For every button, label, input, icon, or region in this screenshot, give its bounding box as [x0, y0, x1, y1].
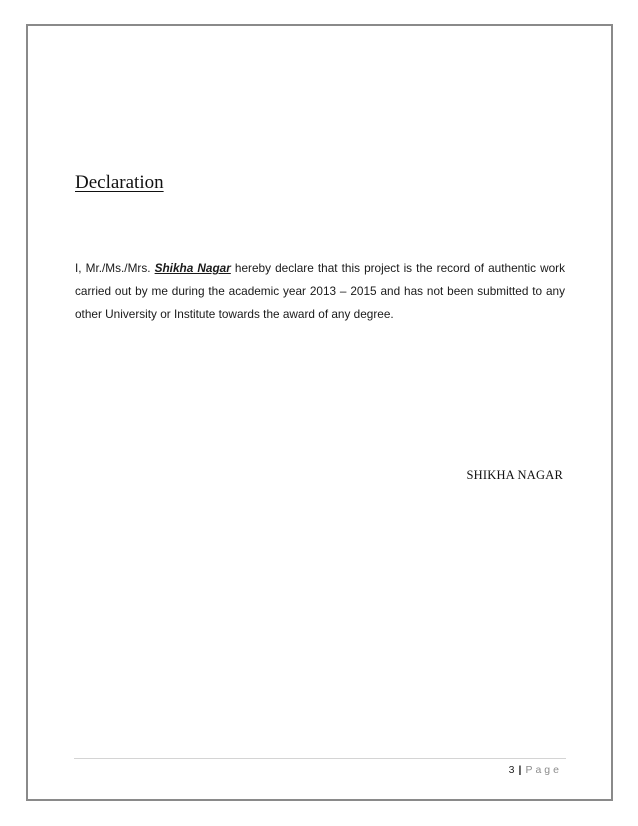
page-label: Page [525, 764, 562, 776]
page-border [26, 24, 613, 801]
footer-separator: | [518, 764, 522, 776]
declaration-suffix: hereby declare that this project is the record of authentic work carried out by me during the academic year 2013 – 2015 and has not been submitted to any other University or Institute towards the award of any degree. [75, 261, 565, 321]
declaration-prefix: I, Mr./Ms./Mrs. [75, 261, 155, 275]
page-footer [509, 764, 562, 776]
declaration-paragraph [75, 257, 565, 326]
declaration-heading: Declaration [75, 172, 164, 193]
declarant-name: Shikha Nagar [154, 261, 231, 275]
signature-name: SHIKHA NAGAR [466, 468, 563, 482]
footer-divider [74, 758, 566, 759]
page-number: 3 [508, 764, 515, 776]
